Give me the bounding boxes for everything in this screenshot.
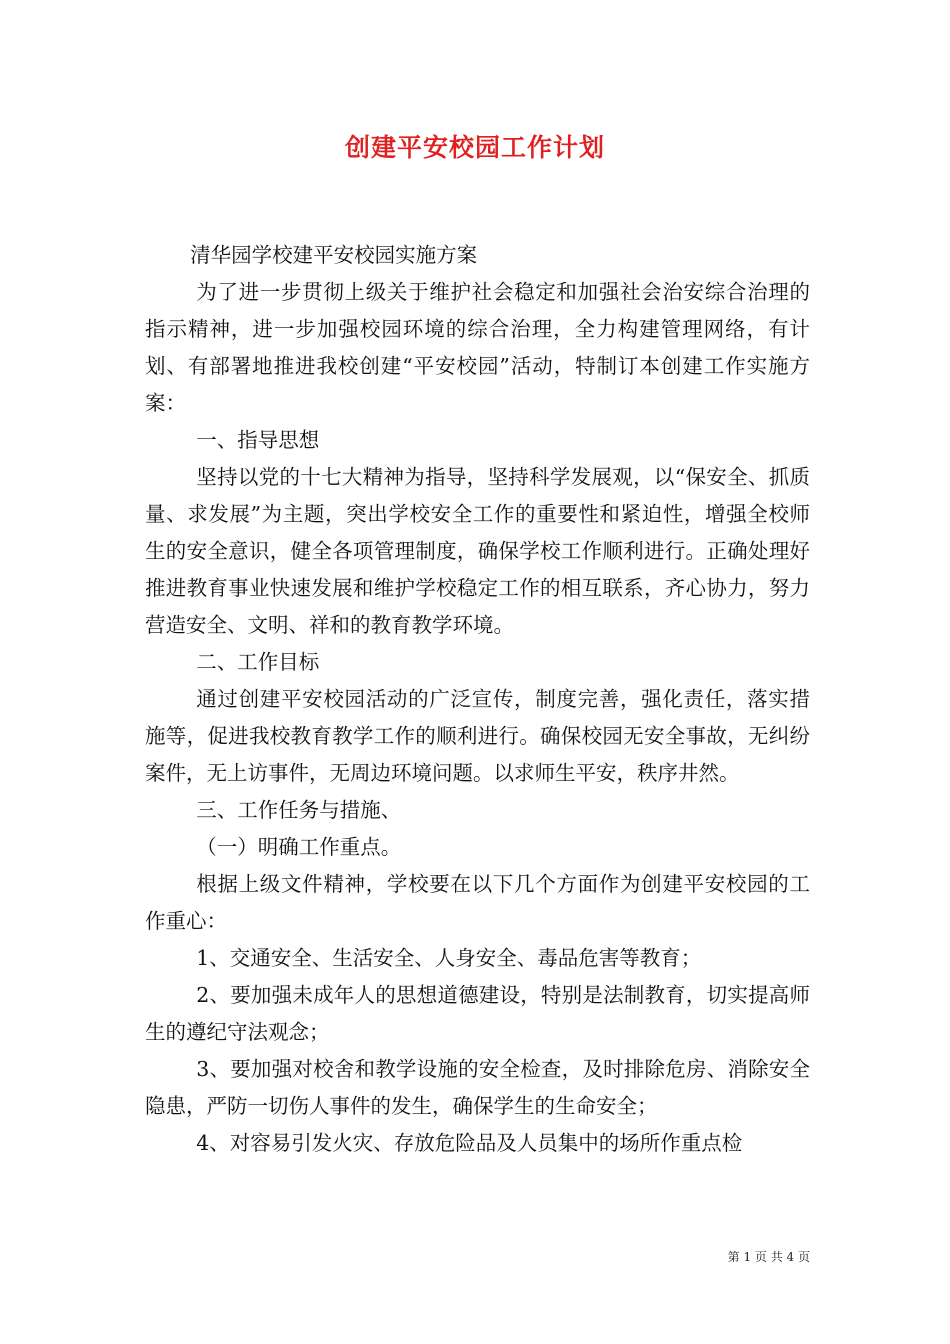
subsection-heading: （一）明确工作重点。 bbox=[196, 835, 402, 859]
section-heading: 三、工作任务与措施、 bbox=[196, 798, 402, 822]
paragraph: 通过创建平安校园活动的广泛宣传，制度完善，强化责任，落实措施等，促进我校教育教学工作的顺利进行。确保校园无安全事故，无纠纷案件，无上访事件，无周边环境问题。以求师生平安，秩序井然。 bbox=[145, 687, 810, 785]
section-heading: 一、指导思想 bbox=[196, 428, 320, 452]
document-body bbox=[145, 237, 810, 1162]
list-item: 2、要加强未成年人的思想道德建设，特别是法制教育，切实提高师生的遵纪守法观念； bbox=[145, 983, 810, 1044]
paragraph: 坚持以党的十七大精神为指导，坚持科学发展观，以“保安全、抓质量、求发展”为主题，突出学校安全工作的重要性和紧迫性，增强全校师生的安全意识，健全各项管理制度，确保学校工作顺利进行。正确处理好推进教育事业快速发展和维护学校稳定工作的相互联系，齐心协力，努力营造安全、文明、祥和的教育教学环境。 bbox=[145, 465, 810, 637]
page-number: 第 1 页 共 4 页 bbox=[727, 1250, 810, 1264]
list-item: 1、交通安全、生活安全、人身安全、毒品危害等教育； bbox=[196, 946, 702, 970]
document-title: 创建平安校园工作计划 bbox=[344, 133, 605, 162]
list-item: 4、对容易引发火灾、存放危险品及人员集中的场所作重点检 bbox=[196, 1131, 743, 1155]
list-item: 3、要加强对校舍和教学设施的安全检查，及时排除危房、消除安全隐患，严防一切伤人事件的发生，确保学生的生命安全； bbox=[145, 1057, 810, 1118]
paragraph: 根据上级文件精神，学校要在以下几个方面作为创建平安校园的工作重心： bbox=[145, 872, 810, 933]
section-heading: 二、工作目标 bbox=[196, 650, 320, 674]
paragraph: 清华园学校建平安校园实施方案 bbox=[190, 243, 478, 267]
paragraph: 为了进一步贯彻上级关于维护社会稳定和加强社会治安综合治理的指示精神，进一步加强校园环境的综合治理，全力构建管理网络，有计划、有部署地推进我校创建“平安校园”活动，特制订本创建工作实施方案： bbox=[145, 280, 810, 415]
